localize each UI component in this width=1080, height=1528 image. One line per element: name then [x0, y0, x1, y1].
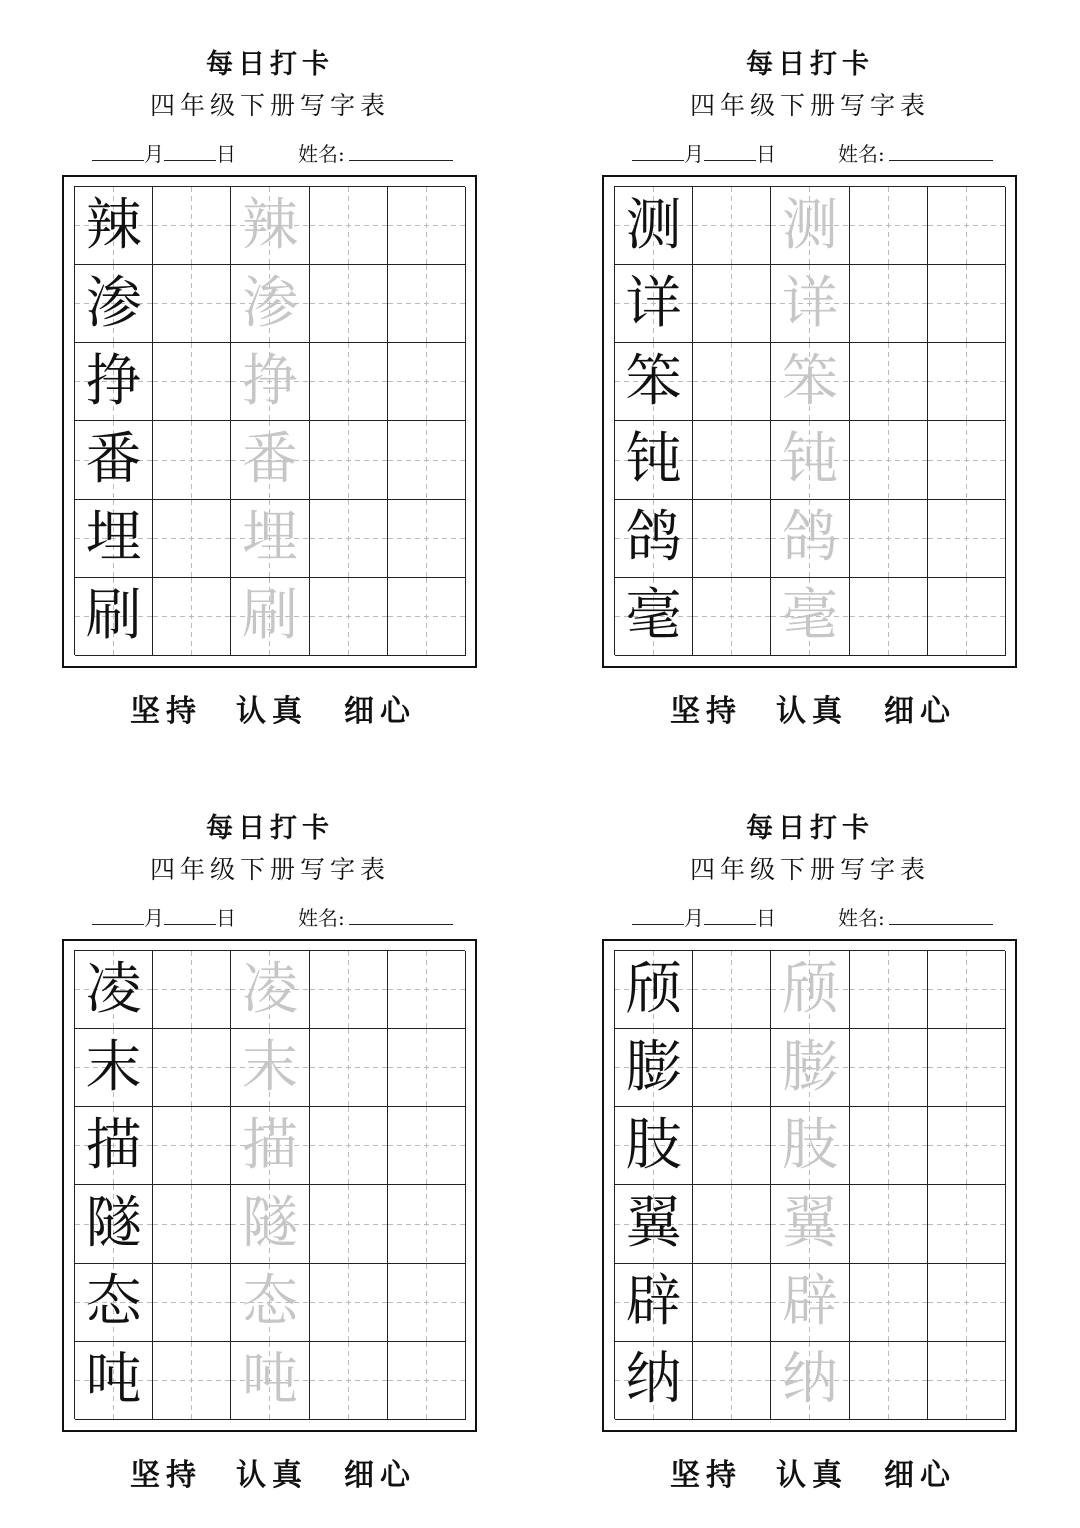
trace-character: 笨	[781, 348, 838, 414]
grid-cell[interactable]	[75, 187, 153, 265]
grid-cell[interactable]	[693, 421, 771, 499]
name-blank[interactable]	[349, 140, 453, 161]
grid-cell[interactable]	[75, 1264, 153, 1342]
model-character: 描	[85, 1112, 142, 1178]
trace-character: 肢	[781, 1112, 838, 1178]
grid-cell[interactable]	[388, 1185, 466, 1263]
grid-cell[interactable]	[231, 578, 309, 656]
grid-cell[interactable]	[231, 500, 309, 578]
sheet-title: 每日打卡	[206, 813, 334, 844]
model-character: 埋	[85, 505, 142, 571]
grid-cell[interactable]	[928, 1107, 1006, 1185]
grid-cell[interactable]	[850, 1029, 928, 1107]
model-character: 笨	[625, 348, 682, 414]
grid-cell[interactable]	[928, 1264, 1006, 1342]
grid-cell[interactable]	[615, 265, 693, 343]
grid-cell[interactable]	[153, 187, 231, 265]
grid-cell[interactable]	[693, 1342, 771, 1420]
motto-row	[540, 686, 1080, 729]
grid-cell[interactable]	[153, 578, 231, 656]
day-blank[interactable]	[164, 904, 216, 925]
day-label: 日	[756, 906, 776, 930]
trace-character: 测	[781, 192, 838, 258]
grid-cell[interactable]	[771, 421, 849, 499]
grid-cell[interactable]	[615, 1264, 693, 1342]
grid-cell[interactable]	[388, 421, 466, 499]
grid-cell[interactable]	[771, 1029, 849, 1107]
grid-cell[interactable]	[693, 265, 771, 343]
sheet-title: 每日打卡	[746, 49, 874, 80]
grid-cell[interactable]	[231, 1342, 309, 1420]
name-label: 姓名:	[298, 906, 345, 930]
grid-cell[interactable]	[231, 421, 309, 499]
grid-cell[interactable]	[388, 578, 466, 656]
grid-cell[interactable]	[388, 500, 466, 578]
date-name-line	[92, 140, 453, 166]
tianzige-grid	[74, 950, 465, 1419]
model-character: 辣	[85, 192, 142, 258]
date-name-line	[632, 140, 993, 166]
grid-cell[interactable]	[928, 1342, 1006, 1420]
motto-row	[0, 686, 540, 729]
grid-cell[interactable]	[231, 1107, 309, 1185]
grid-cell[interactable]	[615, 500, 693, 578]
grid-cell[interactable]	[153, 500, 231, 578]
model-character: 辟	[625, 1269, 682, 1335]
trace-character: 吨	[241, 1347, 298, 1413]
grid-cell[interactable]	[231, 187, 309, 265]
grid-cell[interactable]	[75, 951, 153, 1029]
grid-cell[interactable]	[310, 421, 388, 499]
grid-cell[interactable]	[75, 421, 153, 499]
model-character: 渗	[85, 270, 142, 336]
grid-cell[interactable]	[231, 1185, 309, 1263]
grid-cell[interactable]	[388, 265, 466, 343]
grid-cell[interactable]	[75, 1342, 153, 1420]
model-character: 鸽	[625, 505, 682, 571]
name-label: 姓名:	[838, 142, 885, 166]
grid-cell[interactable]	[310, 1264, 388, 1342]
motto-earnest: 认真	[236, 694, 308, 729]
model-character: 膨	[625, 1034, 682, 1100]
trace-character: 刷	[241, 583, 298, 649]
grid-cell[interactable]	[850, 1185, 928, 1263]
trace-character: 描	[241, 1112, 298, 1178]
grid-cell[interactable]	[771, 1264, 849, 1342]
grid-cell[interactable]	[693, 1029, 771, 1107]
grid-cell[interactable]	[771, 1185, 849, 1263]
month-label: 月	[144, 142, 164, 166]
grid-cell[interactable]	[771, 500, 849, 578]
grid-cell[interactable]	[231, 1264, 309, 1342]
grid-cell[interactable]	[231, 1029, 309, 1107]
grid-cell[interactable]	[75, 265, 153, 343]
grid-cell[interactable]	[693, 951, 771, 1029]
grid-cell[interactable]	[928, 187, 1006, 265]
writing-frame	[62, 175, 477, 668]
grid-cell[interactable]	[75, 1029, 153, 1107]
grid-cell[interactable]	[693, 500, 771, 578]
grid-cell[interactable]	[771, 951, 849, 1029]
day-blank[interactable]	[704, 904, 756, 925]
grid-cell[interactable]	[771, 1342, 849, 1420]
grid-cell[interactable]	[850, 1342, 928, 1420]
grid-cell[interactable]	[75, 343, 153, 421]
month-label: 月	[144, 906, 164, 930]
grid-cell[interactable]	[153, 343, 231, 421]
name-blank[interactable]	[349, 904, 453, 925]
grid-cell[interactable]	[75, 578, 153, 656]
month-blank[interactable]	[632, 140, 684, 161]
grid-cell[interactable]	[310, 500, 388, 578]
grid-cell[interactable]	[615, 1342, 693, 1420]
grid-cell[interactable]	[771, 578, 849, 656]
practice-sheet	[0, 764, 540, 1528]
motto-earnest: 认真	[776, 1458, 848, 1493]
grid-cell[interactable]	[310, 265, 388, 343]
trace-character: 渗	[241, 270, 298, 336]
trace-character: 毫	[781, 583, 838, 649]
day-label: 日	[216, 142, 236, 166]
grid-cell[interactable]	[771, 343, 849, 421]
model-character: 颀	[625, 956, 682, 1022]
grid-cell[interactable]	[75, 1185, 153, 1263]
grid-cell[interactable]	[153, 951, 231, 1029]
tianzige-grid	[74, 186, 465, 655]
name-label: 姓名:	[838, 906, 885, 930]
model-character: 详	[625, 270, 682, 336]
model-character: 挣	[85, 348, 142, 414]
sheet-subtitle: 四年级下册写字表	[689, 855, 930, 884]
grid-cell[interactable]	[928, 1185, 1006, 1263]
grid-cell[interactable]	[928, 500, 1006, 578]
practice-sheet	[540, 0, 1080, 764]
trace-character: 态	[241, 1269, 298, 1335]
trace-character: 末	[241, 1034, 298, 1100]
model-character: 测	[625, 192, 682, 258]
grid-cell[interactable]	[850, 951, 928, 1029]
motto-careful: 细心	[344, 1458, 416, 1493]
motto-careful: 细心	[884, 694, 956, 729]
trace-character: 番	[241, 427, 298, 493]
tianzige-grid	[614, 950, 1005, 1419]
trace-character: 凌	[241, 956, 298, 1022]
grid-cell[interactable]	[388, 343, 466, 421]
grid-cell[interactable]	[615, 578, 693, 656]
grid-cell[interactable]	[615, 343, 693, 421]
motto-row	[0, 1450, 540, 1493]
grid-cell[interactable]	[693, 1264, 771, 1342]
grid-cell[interactable]	[693, 1185, 771, 1263]
grid-cell[interactable]	[388, 1264, 466, 1342]
grid-cell[interactable]	[231, 951, 309, 1029]
grid-cell[interactable]	[615, 187, 693, 265]
grid-cell[interactable]	[388, 1029, 466, 1107]
month-blank[interactable]	[92, 904, 144, 925]
motto-earnest: 认真	[236, 1458, 308, 1493]
date-name-line	[632, 904, 993, 930]
grid-cell[interactable]	[75, 500, 153, 578]
trace-character: 膨	[781, 1034, 838, 1100]
trace-character: 颀	[781, 956, 838, 1022]
model-character: 隧	[85, 1191, 142, 1257]
grid-cell[interactable]	[388, 1342, 466, 1420]
model-character: 番	[85, 427, 142, 493]
date-name-line	[92, 904, 453, 930]
sheet-subtitle: 四年级下册写字表	[149, 855, 390, 884]
motto-earnest: 认真	[776, 694, 848, 729]
practice-sheet	[0, 0, 540, 764]
grid-cell[interactable]	[388, 1107, 466, 1185]
model-character: 毫	[625, 583, 682, 649]
model-character: 吨	[85, 1347, 142, 1413]
grid-cell[interactable]	[850, 500, 928, 578]
grid-cell[interactable]	[850, 1107, 928, 1185]
grid-cell[interactable]	[615, 1185, 693, 1263]
grid-cell[interactable]	[693, 343, 771, 421]
grid-cell[interactable]	[850, 187, 928, 265]
model-character: 态	[85, 1269, 142, 1335]
grid-cell[interactable]	[850, 578, 928, 656]
grid-cell[interactable]	[693, 578, 771, 656]
grid-cell[interactable]	[615, 1107, 693, 1185]
motto-careful: 细心	[344, 694, 416, 729]
motto-persist: 坚持	[130, 1458, 202, 1493]
trace-character: 详	[781, 270, 838, 336]
trace-character: 鸽	[781, 505, 838, 571]
name-label: 姓名:	[298, 142, 345, 166]
grid-cell[interactable]	[153, 421, 231, 499]
motto-persist: 坚持	[130, 694, 202, 729]
grid-cell[interactable]	[928, 1029, 1006, 1107]
grid-cell[interactable]	[388, 187, 466, 265]
grid-cell[interactable]	[928, 421, 1006, 499]
grid-cell[interactable]	[153, 1264, 231, 1342]
grid-cell[interactable]	[850, 265, 928, 343]
trace-character: 隧	[241, 1191, 298, 1257]
model-character: 刷	[85, 583, 142, 649]
grid-cell[interactable]	[615, 421, 693, 499]
motto-persist: 坚持	[670, 694, 742, 729]
grid-cell[interactable]	[850, 1264, 928, 1342]
day-blank[interactable]	[164, 140, 216, 161]
trace-character: 钝	[781, 427, 838, 493]
grid-cell[interactable]	[310, 187, 388, 265]
grid-cell[interactable]	[310, 578, 388, 656]
grid-cell[interactable]	[153, 265, 231, 343]
trace-character: 纳	[781, 1347, 838, 1413]
grid-cell[interactable]	[615, 951, 693, 1029]
writing-frame	[62, 939, 477, 1432]
trace-character: 辣	[241, 192, 298, 258]
day-label: 日	[216, 906, 236, 930]
writing-frame	[602, 939, 1017, 1432]
grid-cell[interactable]	[388, 951, 466, 1029]
grid-cell[interactable]	[615, 1029, 693, 1107]
trace-character: 翼	[781, 1191, 838, 1257]
grid-cell[interactable]	[928, 951, 1006, 1029]
trace-character: 埋	[241, 505, 298, 571]
model-character: 肢	[625, 1112, 682, 1178]
practice-sheet	[540, 764, 1080, 1528]
grid-cell[interactable]	[771, 187, 849, 265]
grid-cell[interactable]	[928, 343, 1006, 421]
grid-cell[interactable]	[310, 1107, 388, 1185]
model-character: 凌	[85, 956, 142, 1022]
grid-cell[interactable]	[310, 343, 388, 421]
grid-cell[interactable]	[928, 578, 1006, 656]
sheet-title: 每日打卡	[746, 813, 874, 844]
grid-cell[interactable]	[693, 187, 771, 265]
grid-cell[interactable]	[771, 265, 849, 343]
day-label: 日	[756, 142, 776, 166]
sheet-subtitle: 四年级下册写字表	[149, 91, 390, 120]
grid-cell[interactable]	[310, 1185, 388, 1263]
motto-row	[540, 1450, 1080, 1493]
grid-cell[interactable]	[231, 343, 309, 421]
grid-cell[interactable]	[75, 1107, 153, 1185]
month-blank[interactable]	[632, 904, 684, 925]
name-blank[interactable]	[889, 140, 993, 161]
grid-cell[interactable]	[928, 265, 1006, 343]
grid-cell[interactable]	[850, 343, 928, 421]
grid-cell[interactable]	[771, 1107, 849, 1185]
month-label: 月	[684, 142, 704, 166]
grid-cell[interactable]	[153, 1107, 231, 1185]
grid-cell[interactable]	[231, 265, 309, 343]
model-character: 纳	[625, 1347, 682, 1413]
model-character: 钝	[625, 427, 682, 493]
model-character: 翼	[625, 1191, 682, 1257]
motto-careful: 细心	[884, 1458, 956, 1493]
grid-cell[interactable]	[153, 1342, 231, 1420]
grid-cell[interactable]	[310, 951, 388, 1029]
month-label: 月	[684, 906, 704, 930]
grid-cell[interactable]	[310, 1029, 388, 1107]
month-blank[interactable]	[92, 140, 144, 161]
grid-cell[interactable]	[850, 421, 928, 499]
day-blank[interactable]	[704, 140, 756, 161]
grid-cell[interactable]	[310, 1342, 388, 1420]
motto-persist: 坚持	[670, 1458, 742, 1493]
grid-cell[interactable]	[693, 1107, 771, 1185]
trace-character: 辟	[781, 1269, 838, 1335]
model-character: 末	[85, 1034, 142, 1100]
sheet-subtitle: 四年级下册写字表	[689, 91, 930, 120]
grid-cell[interactable]	[153, 1185, 231, 1263]
grid-cell[interactable]	[153, 1029, 231, 1107]
sheet-title: 每日打卡	[206, 49, 334, 80]
tianzige-grid	[614, 186, 1005, 655]
trace-character: 挣	[241, 348, 298, 414]
writing-frame	[602, 175, 1017, 668]
name-blank[interactable]	[889, 904, 993, 925]
